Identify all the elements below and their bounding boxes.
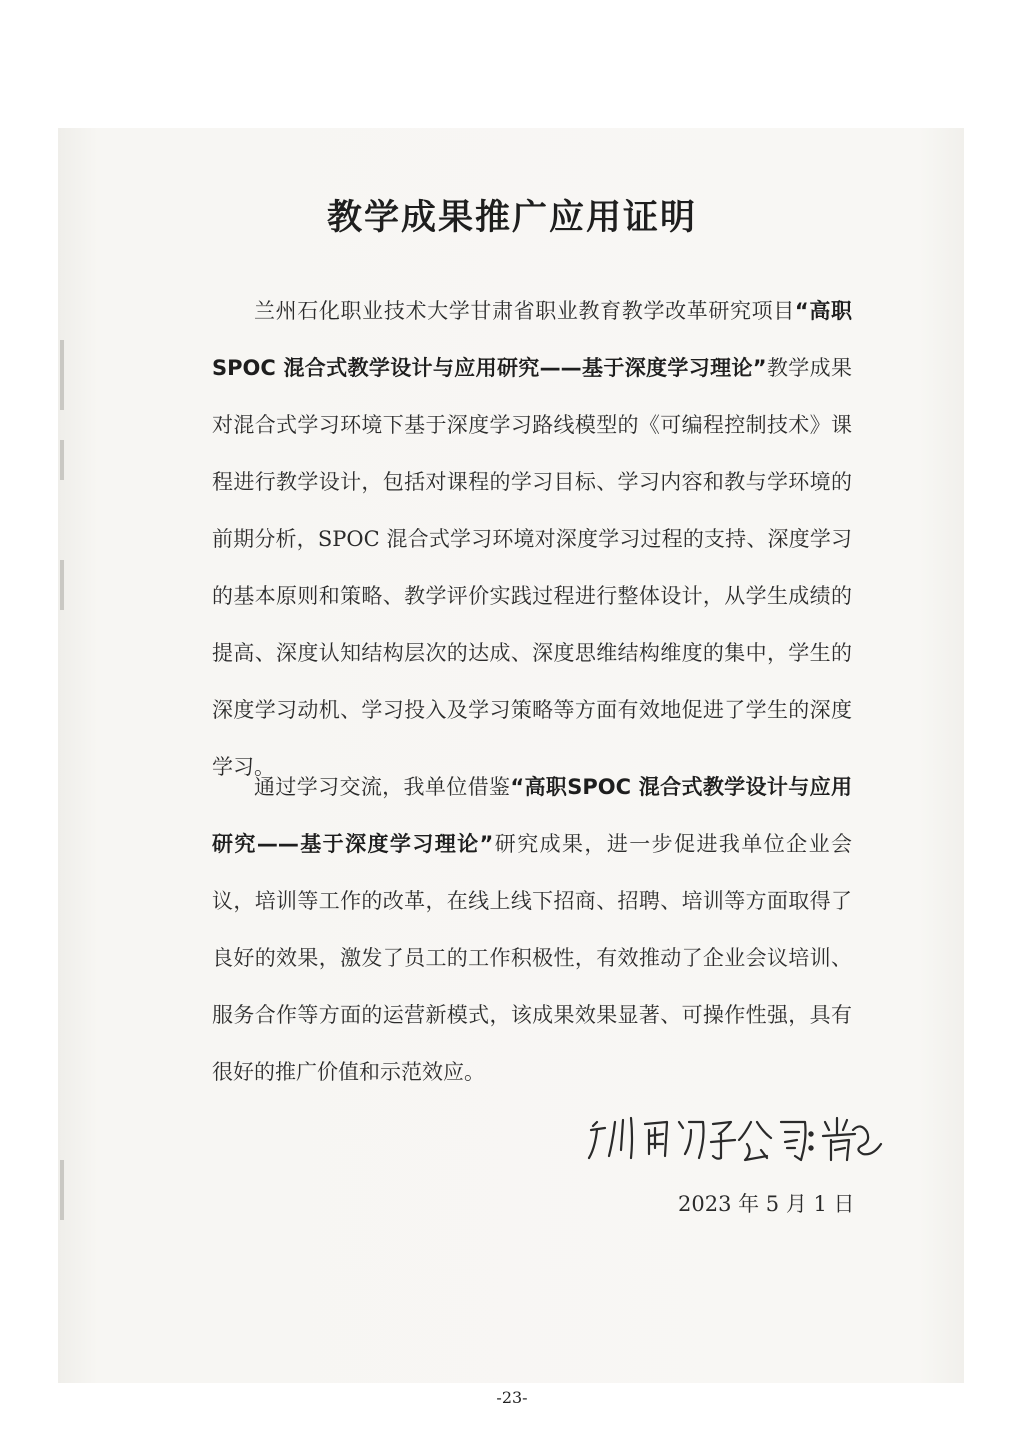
paragraph-1-text-b: 教学成果对混合式学习环境下基于深度学习路线模型的《可编程控制技术》课程进行教学设计，包括对课程的学习目标、学习内容和教与学环境的前期分析，SPOC 混合式学习环境对深度学习过程的支持、深度学习的基本原则和策略、教学评价实践过程进行整体设计，从学生成绩的提高、深度认知结构层次的达成、深度思维结构维度的集中，学生的深度学习动机、学习投入及学习策略等方面有效地促进了学生的深度学习。 <box>212 356 853 779</box>
paragraph-1-text-a: 兰州石化职业技术大学甘肃省职业教育教学改革研究项目 <box>254 299 795 323</box>
body-paragraph-2 <box>212 759 852 1101</box>
scan-edge-mark <box>60 440 64 480</box>
paragraph-2-text-a: 通过学习交流，我单位借鉴 <box>254 775 511 799</box>
document-title: 教学成果推广应用证明 <box>326 198 697 238</box>
project-title-emphasis: “高职SPOC 混合式教学设计与应用研究——基于深度学习理论” <box>212 299 852 380</box>
scan-edge-mark <box>60 1160 64 1220</box>
project-title-emphasis: “高职SPOC 混合式教学设计与应用研究——基于深度学习理论” <box>212 775 852 856</box>
page-number: -23- <box>496 1388 528 1407</box>
handwritten-signature <box>585 1100 885 1170</box>
issue-date: 2023 年 5 月 1 日 <box>678 1192 855 1216</box>
body-paragraph-1 <box>212 283 852 796</box>
paragraph-2-text-b: 研究成果，进一步促进我单位企业会议，培训等工作的改革，在线上线下招商、招聘、培训等方面取得了良好的效果，激发了员工的工作积极性，有效推动了企业会议培训、服务合作等方面的运营新模式，该成果效果显著、可操作性强，具有很好的推广价值和示范效应。 <box>212 832 852 1084</box>
scan-edge-mark <box>60 340 64 410</box>
scan-edge-mark <box>60 560 64 610</box>
